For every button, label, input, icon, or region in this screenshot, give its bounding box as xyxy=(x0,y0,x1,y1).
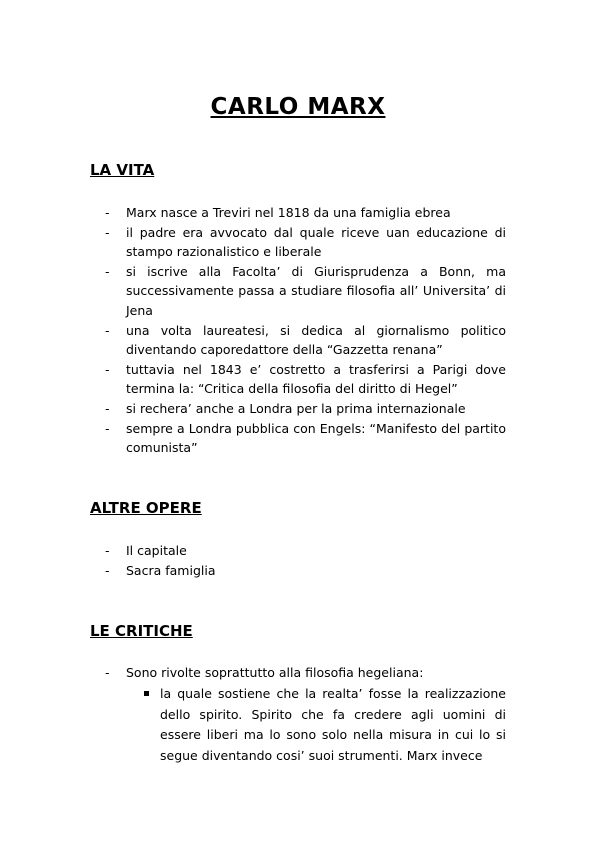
list-vita xyxy=(0,203,506,458)
list-item: - sempre a Londra pubblica con Engels: “Manifesto del partito comunista” xyxy=(105,420,506,456)
sub-list-item: la quale sostiene che la realta’ fosse la realizzazione dello spirito. Spirito che fa credere agli uomini di essere liberi ma lo sono solo nella misura in cui lo si segue diventando cosi’ suoi strumenti. Marx invece xyxy=(0,684,506,766)
list-item: - si iscrive alla Facolta’ di Giurisprudenza a Bonn, ma successivamente passa a studiare filosofia all’ Universita’ di Jena xyxy=(105,263,506,318)
list-opere xyxy=(0,541,506,580)
list-item: - si rechera’ anche a Londra per la prima internazionale xyxy=(105,400,466,416)
list-critiche xyxy=(0,663,506,683)
list-item: - una volta laureatesi, si dedica al giornalismo politico diventando caporedattore della “Gazzetta renana” xyxy=(105,322,506,358)
section-heading-opere: ALTRE OPERE xyxy=(90,499,202,517)
square-bullet-icon xyxy=(144,691,149,696)
list-item: - Il capitale xyxy=(105,543,187,558)
section-heading-critiche: LE CRITICHE xyxy=(90,622,193,640)
list-item: - il padre era avvocato dal quale riceve uan educazione di stampo razionalistico e liberale xyxy=(105,224,506,260)
list-item: - tuttavia nel 1843 e’ costretto a trasferirsi a Parigi dove termina la: “Critica della filosofia del diritto di Hegel” xyxy=(105,361,506,397)
list-item: - Sono rivolte soprattutto alla filosofia hegeliana: xyxy=(105,665,424,680)
page-title: CARLO MARX xyxy=(210,94,386,120)
sublist-critiche xyxy=(0,684,506,766)
section-heading-vita: LA VITA xyxy=(90,161,155,179)
list-item: - Marx nasce a Treviri nel 1818 da una famiglia ebrea xyxy=(105,205,451,220)
list-item: - Sacra famiglia xyxy=(105,562,216,578)
